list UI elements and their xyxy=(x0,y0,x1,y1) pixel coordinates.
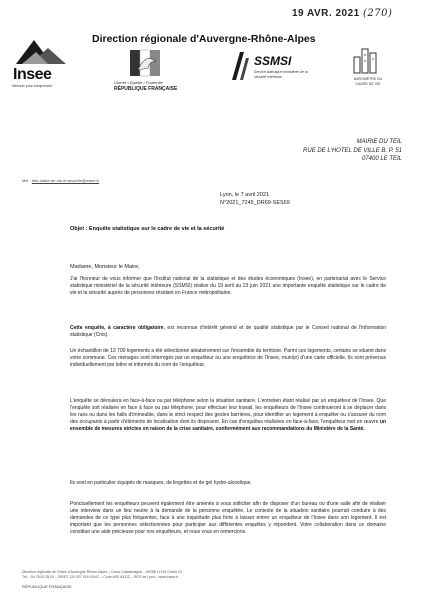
stamp-date: 19 AVR. 2021 xyxy=(292,8,360,19)
org-title: Direction régionale d'Auvergne-Rhône-Alpes xyxy=(92,33,316,45)
place-date: Lyon, le 7 avril 2021 xyxy=(220,192,270,198)
paragraph-mandatory xyxy=(70,325,386,339)
addressee-line: 07400 LE TEIL xyxy=(361,156,402,162)
subject-line xyxy=(70,226,224,232)
paragraph-rest: , est reconnue d'intérêt général et de qualité statistique par le Conseil national de l'information statistique (Cnis). xyxy=(70,325,387,338)
ssmsi-wordmark: SSMSI xyxy=(254,54,292,68)
paragraph-bold: un ensemble de mesures strictes en raison de la crise sanitaire, conformément aux recommandations du Ministère de la Santé. xyxy=(70,419,387,432)
mel-label: Mél : xyxy=(22,178,31,183)
subject-label: Objet : xyxy=(70,226,88,232)
marianne-logo-icon xyxy=(116,48,180,78)
insee-subtitle: Mesurer pour comprendre xyxy=(12,84,53,88)
paragraph-lead: Cette enquête, xyxy=(70,325,106,331)
subject-text: Enquête statistique sur le cadre de vie et la sécurité xyxy=(88,226,225,232)
paragraph-sample: Un échantillon de 13 700 logements a été sélectionné aléatoirement sur l'ensemble du territoire. Parmi ces logements, certains se situent dans votre commune. Ces ménages sont interrogés par un enquêteur ou une enquêtrice de l'Insee, muni(e) d'une carte officielle. Ils sont prévenus individuellement par lettre et informés du nom de l'enquêteur. xyxy=(70,348,386,368)
paragraph-equipment: Ils sont en particulier équipés de masques, de lingettes et de gel hydro-alcoolique. xyxy=(70,480,252,486)
paragraph-text: L'enquête se déroulera en face-à-face ou par téléphone selon la situation sanitaire. L'entretien étant réalisé par un enquêteur de l'Insee. Que l'enquête soit réalisée en face à face ou par téléphone, pour effectuer leur travail, les enquêteurs de l'Insee continueront à se déplacer dans les rues ou dans les halls d'immeuble, dans le strict respect des gestes barrières, pour identifier un logement à enquêter ou s'assurer du nom des occupants à partir d'éléments de localisation dont ils disposent. En cas d'enquêtes réalisées en face-à-face, l'enquêteur met en œuvre xyxy=(70,398,386,425)
rf-name: RÉPUBLIQUE FRANÇAISE xyxy=(114,86,178,92)
footer-line: Direction régionale de l'Insee d'Auvergne-Rhône-Alpes – Cours Charlemagne – 69286 LYON Cedex 02 xyxy=(22,570,183,574)
paragraph-request: Ponctuellement les enquêteurs peuvent également être amenés à vous solliciter afin de disposer d'un bureau ou d'une salle afin de réaliser une interview dans un lieu neutre à la demande de la personne enquêtée. Le contexte de la situation sanitaire pourrait conduire à des demandes de ce type plus fréquentes, face à une inquiétude plus forte à laisser entrer un enquêteur de l'Insee dans son logement. Il est important que les personnes sélectionnées pour participer aux différentes enquêtes y répondent. Votre collaboration dans ce domaine constitue une aide précieuse pour nos enquêteurs, et nous vous en remercions. xyxy=(70,501,386,535)
paragraph-bold: à caractère obligatoire xyxy=(108,325,164,331)
addressee-line: MAIRIE DU TEIL xyxy=(356,139,402,145)
insee-wordmark: Insee xyxy=(13,66,52,83)
footer-address xyxy=(22,570,402,579)
footer-line: Tél. : 04 78 63 25 00 – SIRET 120 027 016 00167 – Code APE 8411Z – RCS de Lyon – www.insee.fr xyxy=(22,574,179,579)
addressee-line: RUE DE L'HOTEL DE VILLE B. P. 51 xyxy=(303,147,402,154)
footer-rf: RÉPUBLIQUE FRANÇAISE xyxy=(22,584,72,589)
received-date-stamp xyxy=(292,8,392,19)
ssmsi-subtitle: Service statistique ministériel de la sécurité intérieure xyxy=(254,70,308,79)
salutation: Madame, Monsieur le Maire, xyxy=(70,264,140,270)
mel-address-link[interactable]: info-cadre-de-vie-et-securite@insee.fr xyxy=(31,178,99,183)
paragraph-health xyxy=(70,398,386,433)
addressee-block xyxy=(262,138,402,164)
barometre-subtitle: BAROMÈTRE DU CADRE DE VIE xyxy=(353,77,383,86)
building-logo-icon xyxy=(352,45,378,75)
reference-number: N°2021_7245_DR69-SES69 xyxy=(220,200,290,206)
paragraph-intro: J'ai l'honneur de vous informer que l'Institut national de la statistique et des études économiques (Insee), en partenariat avec le Service statistique ministériel de la sécurité intérieure (SSMSI) réalise du 19 avril au 23 juin 2021 une importante enquête statistique sur le cadre de vie et la sécurité auprès de personnes résidant en France métropolitaine. xyxy=(70,276,386,296)
handwritten-number: (270) xyxy=(363,8,393,19)
rf-motto: Liberté • Égalité • Fraternité xyxy=(114,80,163,85)
ssmsi-logo-icon xyxy=(228,50,250,82)
place-date-block xyxy=(220,191,290,207)
contact-email xyxy=(22,178,99,183)
